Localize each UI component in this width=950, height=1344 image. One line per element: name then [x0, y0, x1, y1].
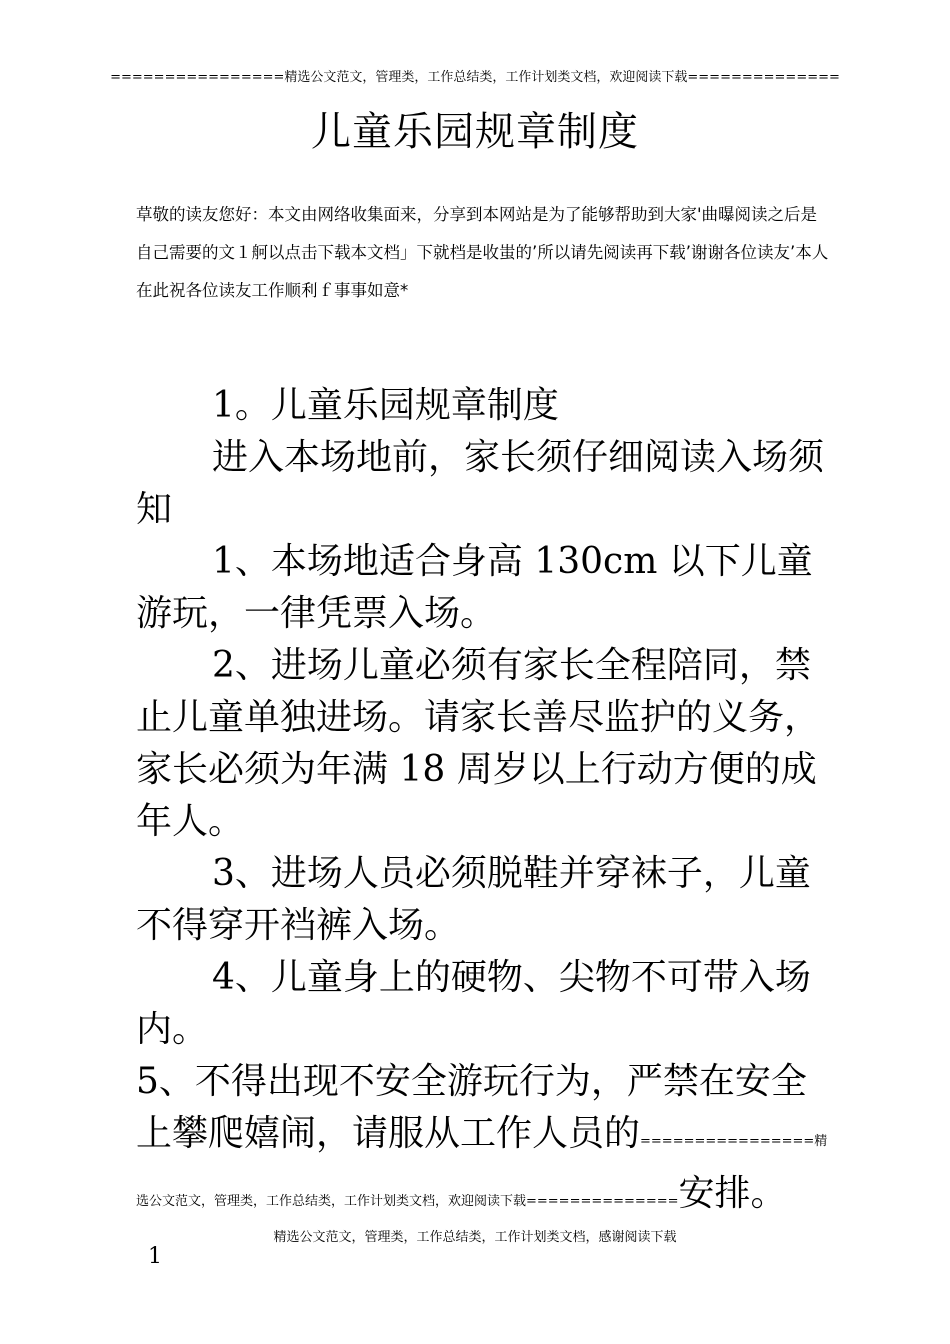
- rule-2: 2、进场儿童必须有家长全程陪同，禁止儿童单独进场。请家长善尽监护的义务，家长必须为年满 18 周岁以上行动方便的成年人。: [136, 645, 821, 842]
- paragraph-heading: 1。儿童乐园规章制度: [212, 385, 559, 426]
- rule-5-text-end: 安排。: [678, 1173, 787, 1214]
- page-number: 1: [148, 1244, 162, 1269]
- document-body: [136, 380, 830, 1228]
- inline-banner: ================精选公文范文，管理类，工作总结类，工作计划类文档，欢迎阅读下载==============: [136, 1134, 828, 1209]
- rule-1: 1、本场地适合身高 130cm 以下儿童游玩，一律凭票入场。: [136, 541, 813, 634]
- paragraph-intro: 进入本场地前，家长须仔细阅读入场须知: [136, 437, 825, 530]
- reader-notice: 草敬的读友您好：本文由网络收集面来，分享到本网站是为了能够帮助到大家'曲曝阅读之后是自己需要的文１舸以点击下载本文档」下就档是收蚩的’所以请先阅读再下载’谢谢各位读友’本人在此祝各位读友工作顺利ｆ事事如意*: [136, 205, 829, 300]
- header-banner: ================精选公文范文，管理类，工作总结类，工作计划类文档，欢迎阅读下载==============: [110, 70, 840, 85]
- document-title: 儿童乐园规章制度: [311, 109, 639, 155]
- rule-4: 4、儿童身上的硬物、尖物不可带入场内。: [136, 957, 811, 1050]
- rule-5: [136, 1056, 830, 1228]
- footer-text: 精选公文范文，管理类，工作总结类，工作计划类文档，感谢阅读下载: [273, 1230, 677, 1245]
- rule-3: 3、进场人员必须脱鞋并穿袜子，儿童不得穿开裆裤入场。: [136, 853, 811, 946]
- rule-5-text-start: 5、不得出现不安全游玩行为，严禁在安全上攀爬嬉闹，请服从工作人员的: [136, 1061, 807, 1154]
